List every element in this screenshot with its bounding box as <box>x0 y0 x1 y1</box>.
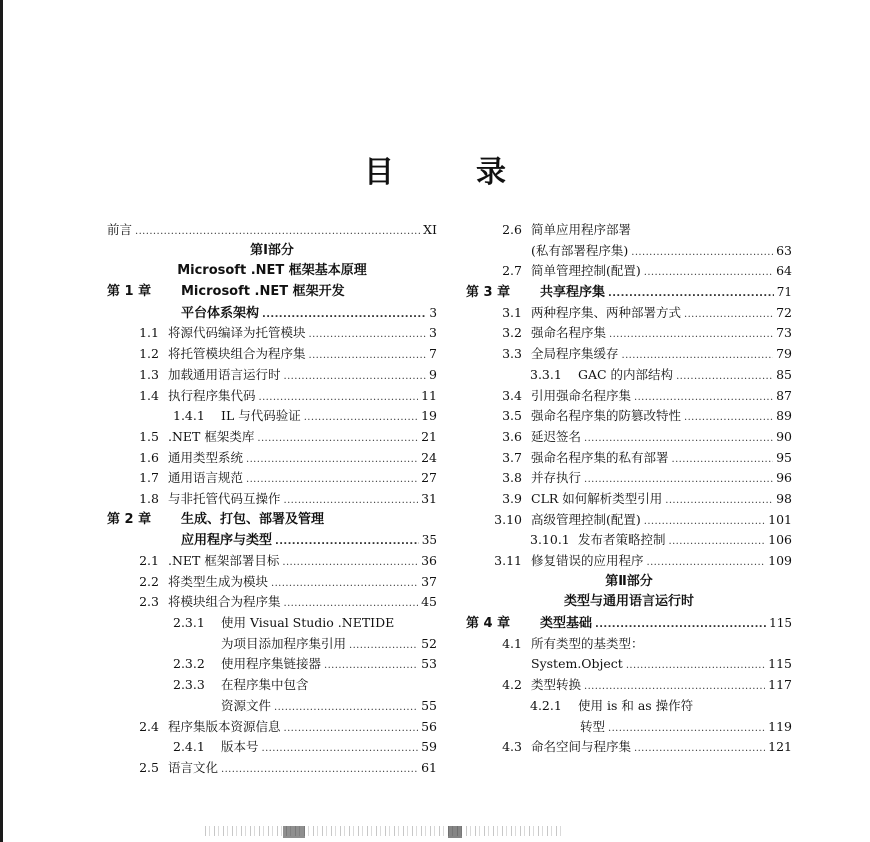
entry-title: .NET 框架部署目标 <box>168 553 280 568</box>
toc-entry <box>107 717 437 738</box>
page-number: 3 <box>429 325 437 341</box>
dot-leader <box>284 367 427 388</box>
toc-entry <box>107 303 437 324</box>
entry-number: 3.10 <box>494 511 522 527</box>
part-title: 第Ⅰ部分 <box>250 242 294 258</box>
entry-number: 1.1 <box>139 325 159 341</box>
entry-title: 强命名程序集的防篡改特性 <box>531 408 682 424</box>
page-number: 56 <box>421 718 437 734</box>
scan-left-edge <box>0 0 3 842</box>
title-char-2: 录 <box>476 155 506 190</box>
page-number: 61 <box>421 759 437 775</box>
dot-leader <box>622 346 774 367</box>
page-number: 95 <box>776 449 792 465</box>
dot-leader <box>221 760 418 781</box>
page-number: 37 <box>421 573 437 589</box>
dot-leader <box>284 594 419 615</box>
page-number: 89 <box>776 408 792 424</box>
dot-leader <box>608 284 774 305</box>
toc-entry <box>107 592 437 613</box>
page-number: 85 <box>776 366 792 382</box>
toc-entry <box>107 365 437 386</box>
entry-number: 1.8 <box>139 490 159 506</box>
page-number: 119 <box>768 718 792 734</box>
entry-title: 高级管理控制(配置) <box>531 511 641 527</box>
scan-noise <box>205 826 565 836</box>
dot-leader <box>644 512 765 533</box>
entry-title: 资源文件 <box>221 697 272 713</box>
entry-title: 为项目添加程序集引用 <box>221 635 347 651</box>
toc-entry <box>466 406 792 427</box>
dot-leader <box>275 532 419 553</box>
dot-leader <box>669 532 766 553</box>
toc-entry <box>466 220 792 241</box>
entry-number: 3.6 <box>502 428 522 444</box>
entry-number: 1.2 <box>139 346 159 362</box>
entry-number: 2.1 <box>139 553 159 568</box>
dot-leader <box>684 408 773 429</box>
entry-title: 强命名程序集的私有部署 <box>531 449 669 465</box>
toc-entry <box>466 261 792 282</box>
dot-leader <box>309 325 427 346</box>
entry-title: 版本号 <box>221 739 259 755</box>
dot-leader <box>284 719 419 740</box>
dot-leader <box>246 470 418 491</box>
page-number: 90 <box>776 428 792 444</box>
toc-entry <box>107 551 437 572</box>
toc-entry <box>107 675 437 696</box>
toc-entry <box>466 344 792 365</box>
page-number: 106 <box>768 532 792 548</box>
dot-leader <box>257 429 418 450</box>
page-number: 3 <box>429 305 437 320</box>
toc-entry <box>107 220 437 241</box>
dot-leader <box>676 367 773 388</box>
scan-noise <box>448 826 462 838</box>
entry-number: 3.11 <box>494 553 522 568</box>
dot-leader <box>135 222 420 243</box>
entry-number: 4.2 <box>502 677 522 693</box>
page-number: 45 <box>421 594 437 610</box>
dot-leader <box>262 739 419 760</box>
entry-number: 第 1 章 <box>107 284 152 300</box>
dot-leader <box>271 574 418 595</box>
page-number: XI <box>423 222 437 237</box>
dot-leader <box>672 450 774 471</box>
dot-leader <box>665 491 773 512</box>
page-number: 72 <box>776 304 792 320</box>
toc-entry <box>466 737 792 758</box>
dot-leader <box>595 615 766 636</box>
page-number: 9 <box>429 366 437 382</box>
entry-title: 平台体系架构 <box>181 305 260 321</box>
toc-entry <box>466 489 792 510</box>
toc-entry <box>466 551 792 572</box>
toc-entry <box>466 613 792 634</box>
entry-number: 1.4 <box>139 387 159 403</box>
dot-leader <box>324 656 418 677</box>
page-number: 31 <box>421 490 437 506</box>
page-number: 52 <box>421 635 437 651</box>
toc-entry <box>466 634 792 655</box>
entry-number: 4.2.1 <box>530 697 562 713</box>
entry-number: 3.9 <box>502 490 522 506</box>
page-number: 11 <box>421 387 437 403</box>
page-number: 55 <box>421 697 437 713</box>
toc-entry <box>107 448 437 469</box>
dot-leader <box>304 408 418 429</box>
dot-leader <box>246 450 418 471</box>
entry-number: 3.4 <box>502 387 522 403</box>
toc-entry <box>107 758 437 779</box>
dot-leader <box>626 656 765 677</box>
entry-title: 前言 <box>107 222 133 237</box>
page-number: 59 <box>421 739 437 755</box>
entry-title: 类型基础 <box>540 616 593 632</box>
toc-entry <box>107 510 437 531</box>
entry-title: 并存执行 <box>531 470 582 486</box>
page-number: 115 <box>768 656 792 672</box>
toc-entry <box>107 386 437 407</box>
entry-title: 将源代码编译为托管模块 <box>168 325 306 341</box>
entry-title: IL 与代码验证 <box>221 408 301 424</box>
entry-number: 1.3 <box>139 366 159 382</box>
entry-title: Microsoft .NET 框架开发 <box>181 284 345 300</box>
entry-number: 3.3.1 <box>530 366 562 382</box>
entry-number: 2.5 <box>139 759 159 775</box>
entry-number: 2.7 <box>502 263 522 279</box>
entry-title: 使用 Visual Studio .NETIDE <box>221 615 395 631</box>
toc-entry <box>107 572 437 593</box>
scan-noise <box>283 826 305 838</box>
entry-title: CLR 如何解析类型引用 <box>531 490 663 506</box>
entry-title: .NET 框架类库 <box>168 428 255 444</box>
toc-entry <box>466 323 792 344</box>
page-title <box>0 147 870 191</box>
entry-number: 2.6 <box>502 222 522 237</box>
toc-entry <box>466 365 792 386</box>
entry-title: GAC 的内部结构 <box>578 366 674 382</box>
toc-entry <box>107 344 437 365</box>
dot-leader <box>349 636 418 657</box>
part-title: Microsoft .NET 框架基本原理 <box>177 263 367 279</box>
entry-number: 1.7 <box>139 470 159 486</box>
dot-leader <box>634 388 773 409</box>
dot-leader <box>274 698 418 719</box>
toc-entry <box>107 634 437 655</box>
entry-title: 在程序集中包含 <box>221 677 309 693</box>
page-number: 53 <box>421 656 437 672</box>
entry-title: 生成、打包、部署及管理 <box>181 511 325 527</box>
dot-leader <box>584 429 773 450</box>
toc-entry <box>466 386 792 407</box>
entry-title: 引用强命名程序集 <box>531 387 632 403</box>
toc-entry <box>107 654 437 675</box>
entry-number: 3.1 <box>502 304 522 320</box>
dot-leader <box>259 388 419 409</box>
toc-entry <box>107 468 437 489</box>
page-number: 71 <box>776 285 792 300</box>
page-number: 35 <box>421 533 437 548</box>
page-number: 64 <box>776 263 792 279</box>
page-number: 115 <box>769 616 792 631</box>
entry-title: (私有部署程序集) <box>531 242 629 258</box>
entry-number: 1.6 <box>139 449 159 465</box>
page-number: 24 <box>421 449 437 465</box>
entry-title: 所有类型的基类型： <box>531 635 644 651</box>
toc-entry <box>107 613 437 634</box>
entry-number: 2.4 <box>139 718 159 734</box>
toc-entry <box>107 406 437 427</box>
entry-number: 1.5 <box>139 428 159 444</box>
toc-entry <box>466 696 792 717</box>
toc-entry <box>466 241 792 262</box>
entry-number: 第 2 章 <box>107 511 152 527</box>
entry-title: 发布者策略控制 <box>578 532 666 548</box>
dot-leader <box>684 305 773 326</box>
entry-title: 通用类型系统 <box>168 449 244 465</box>
entry-number: 1.4.1 <box>173 408 205 424</box>
page-number: 101 <box>768 511 792 527</box>
toc-entry <box>466 675 792 696</box>
entry-title: 强命名程序集 <box>531 325 607 341</box>
toc-entry <box>107 282 437 303</box>
entry-number: 第 3 章 <box>466 285 511 301</box>
page-number: 96 <box>776 470 792 486</box>
entry-number: 2.3.1 <box>173 615 205 631</box>
entry-title: 类型转换 <box>531 677 582 693</box>
entry-title: 延迟签名 <box>531 428 582 444</box>
entry-title: 执行程序集代码 <box>168 387 256 403</box>
entry-title: 使用程序集链接器 <box>221 656 322 672</box>
part-heading <box>107 261 437 282</box>
entry-title: 全局程序集缓存 <box>531 346 619 362</box>
toc-entry <box>466 282 792 303</box>
entry-title: 修复错误的应用程序 <box>531 553 644 568</box>
toc-entry <box>107 427 437 448</box>
entry-number: 3.5 <box>502 408 522 424</box>
entry-number: 3.3 <box>502 346 522 362</box>
toc-right-column <box>466 220 792 758</box>
dot-leader <box>634 739 765 760</box>
page-number: 87 <box>776 387 792 403</box>
toc-entry <box>107 737 437 758</box>
entry-title: 使用 is 和 as 操作符 <box>578 697 694 713</box>
page-number: 19 <box>421 408 437 424</box>
toc-entry <box>466 530 792 551</box>
page-number: 73 <box>776 325 792 341</box>
entry-title: 共享程序集 <box>540 285 606 301</box>
dot-leader <box>647 553 766 574</box>
dot-leader <box>262 305 426 326</box>
entry-title: 将托管模块组合为程序集 <box>168 346 306 362</box>
entry-title: System.Object <box>531 656 623 672</box>
page-number: 63 <box>776 242 792 258</box>
toc-entry <box>107 489 437 510</box>
page-number: 98 <box>776 490 792 506</box>
page-number: 121 <box>768 739 792 755</box>
entry-title: 通用语言规范 <box>168 470 244 486</box>
entry-number: 2.3.2 <box>173 656 205 672</box>
part-heading <box>107 241 437 262</box>
part-heading <box>466 572 792 593</box>
part-title: 第Ⅱ部分 <box>605 573 653 589</box>
entry-number: 第 4 章 <box>466 616 511 632</box>
part-heading <box>466 592 792 613</box>
toc-entry <box>107 530 437 551</box>
toc-entry <box>466 468 792 489</box>
toc-entry <box>466 717 792 738</box>
toc-entry <box>466 448 792 469</box>
entry-number: 3.2 <box>502 325 522 341</box>
entry-number: 3.7 <box>502 449 522 465</box>
page-number: 7 <box>429 346 437 362</box>
entry-title: 两种程序集、两种部署方式 <box>531 304 682 320</box>
page-number: 21 <box>421 428 437 444</box>
page-number: 36 <box>421 553 437 568</box>
entry-title: 简单应用程序部署 <box>531 222 632 237</box>
toc-entry <box>107 696 437 717</box>
dot-leader <box>282 553 418 574</box>
toc-entry <box>466 654 792 675</box>
dot-leader <box>284 491 419 512</box>
entry-number: 2.3.3 <box>173 677 205 693</box>
page-number: 117 <box>768 677 792 693</box>
dot-leader <box>584 677 765 698</box>
entry-title: 将类型生成为模块 <box>168 573 269 589</box>
dot-leader <box>644 263 773 284</box>
entry-number: 4.1 <box>502 635 522 651</box>
dot-leader <box>608 719 765 740</box>
page-number: 109 <box>768 553 792 568</box>
entry-title: 转型 <box>580 718 606 734</box>
page-number: 27 <box>421 470 437 486</box>
dot-leader <box>584 470 773 491</box>
entry-title: 将模块组合为程序集 <box>168 594 281 610</box>
toc-left-column <box>107 220 437 779</box>
title-char-1: 目 <box>364 155 394 190</box>
entry-number: 4.3 <box>502 739 522 755</box>
dot-leader <box>631 243 773 264</box>
dot-leader <box>609 325 773 346</box>
toc-entry <box>466 303 792 324</box>
entry-number: 3.10.1 <box>530 532 570 548</box>
toc-entry <box>466 510 792 531</box>
entry-title: 语言文化 <box>168 759 219 775</box>
dot-leader <box>309 346 427 367</box>
entry-title: 程序集版本资源信息 <box>168 718 281 734</box>
toc-entry <box>466 427 792 448</box>
part-title: 类型与通用语言运行时 <box>563 594 694 610</box>
entry-number: 2.4.1 <box>173 739 205 755</box>
entry-title: 与非托管代码互操作 <box>168 490 281 506</box>
page-number: 79 <box>776 346 792 362</box>
entry-title: 加载通用语言运行时 <box>168 366 281 382</box>
entry-title: 命名空间与程序集 <box>531 739 632 755</box>
entry-title: 简单管理控制(配置) <box>531 263 641 279</box>
entry-number: 3.8 <box>502 470 522 486</box>
entry-title: 应用程序与类型 <box>181 533 273 549</box>
toc-entry <box>107 323 437 344</box>
entry-number: 2.2 <box>139 573 159 589</box>
entry-number: 2.3 <box>139 594 159 610</box>
